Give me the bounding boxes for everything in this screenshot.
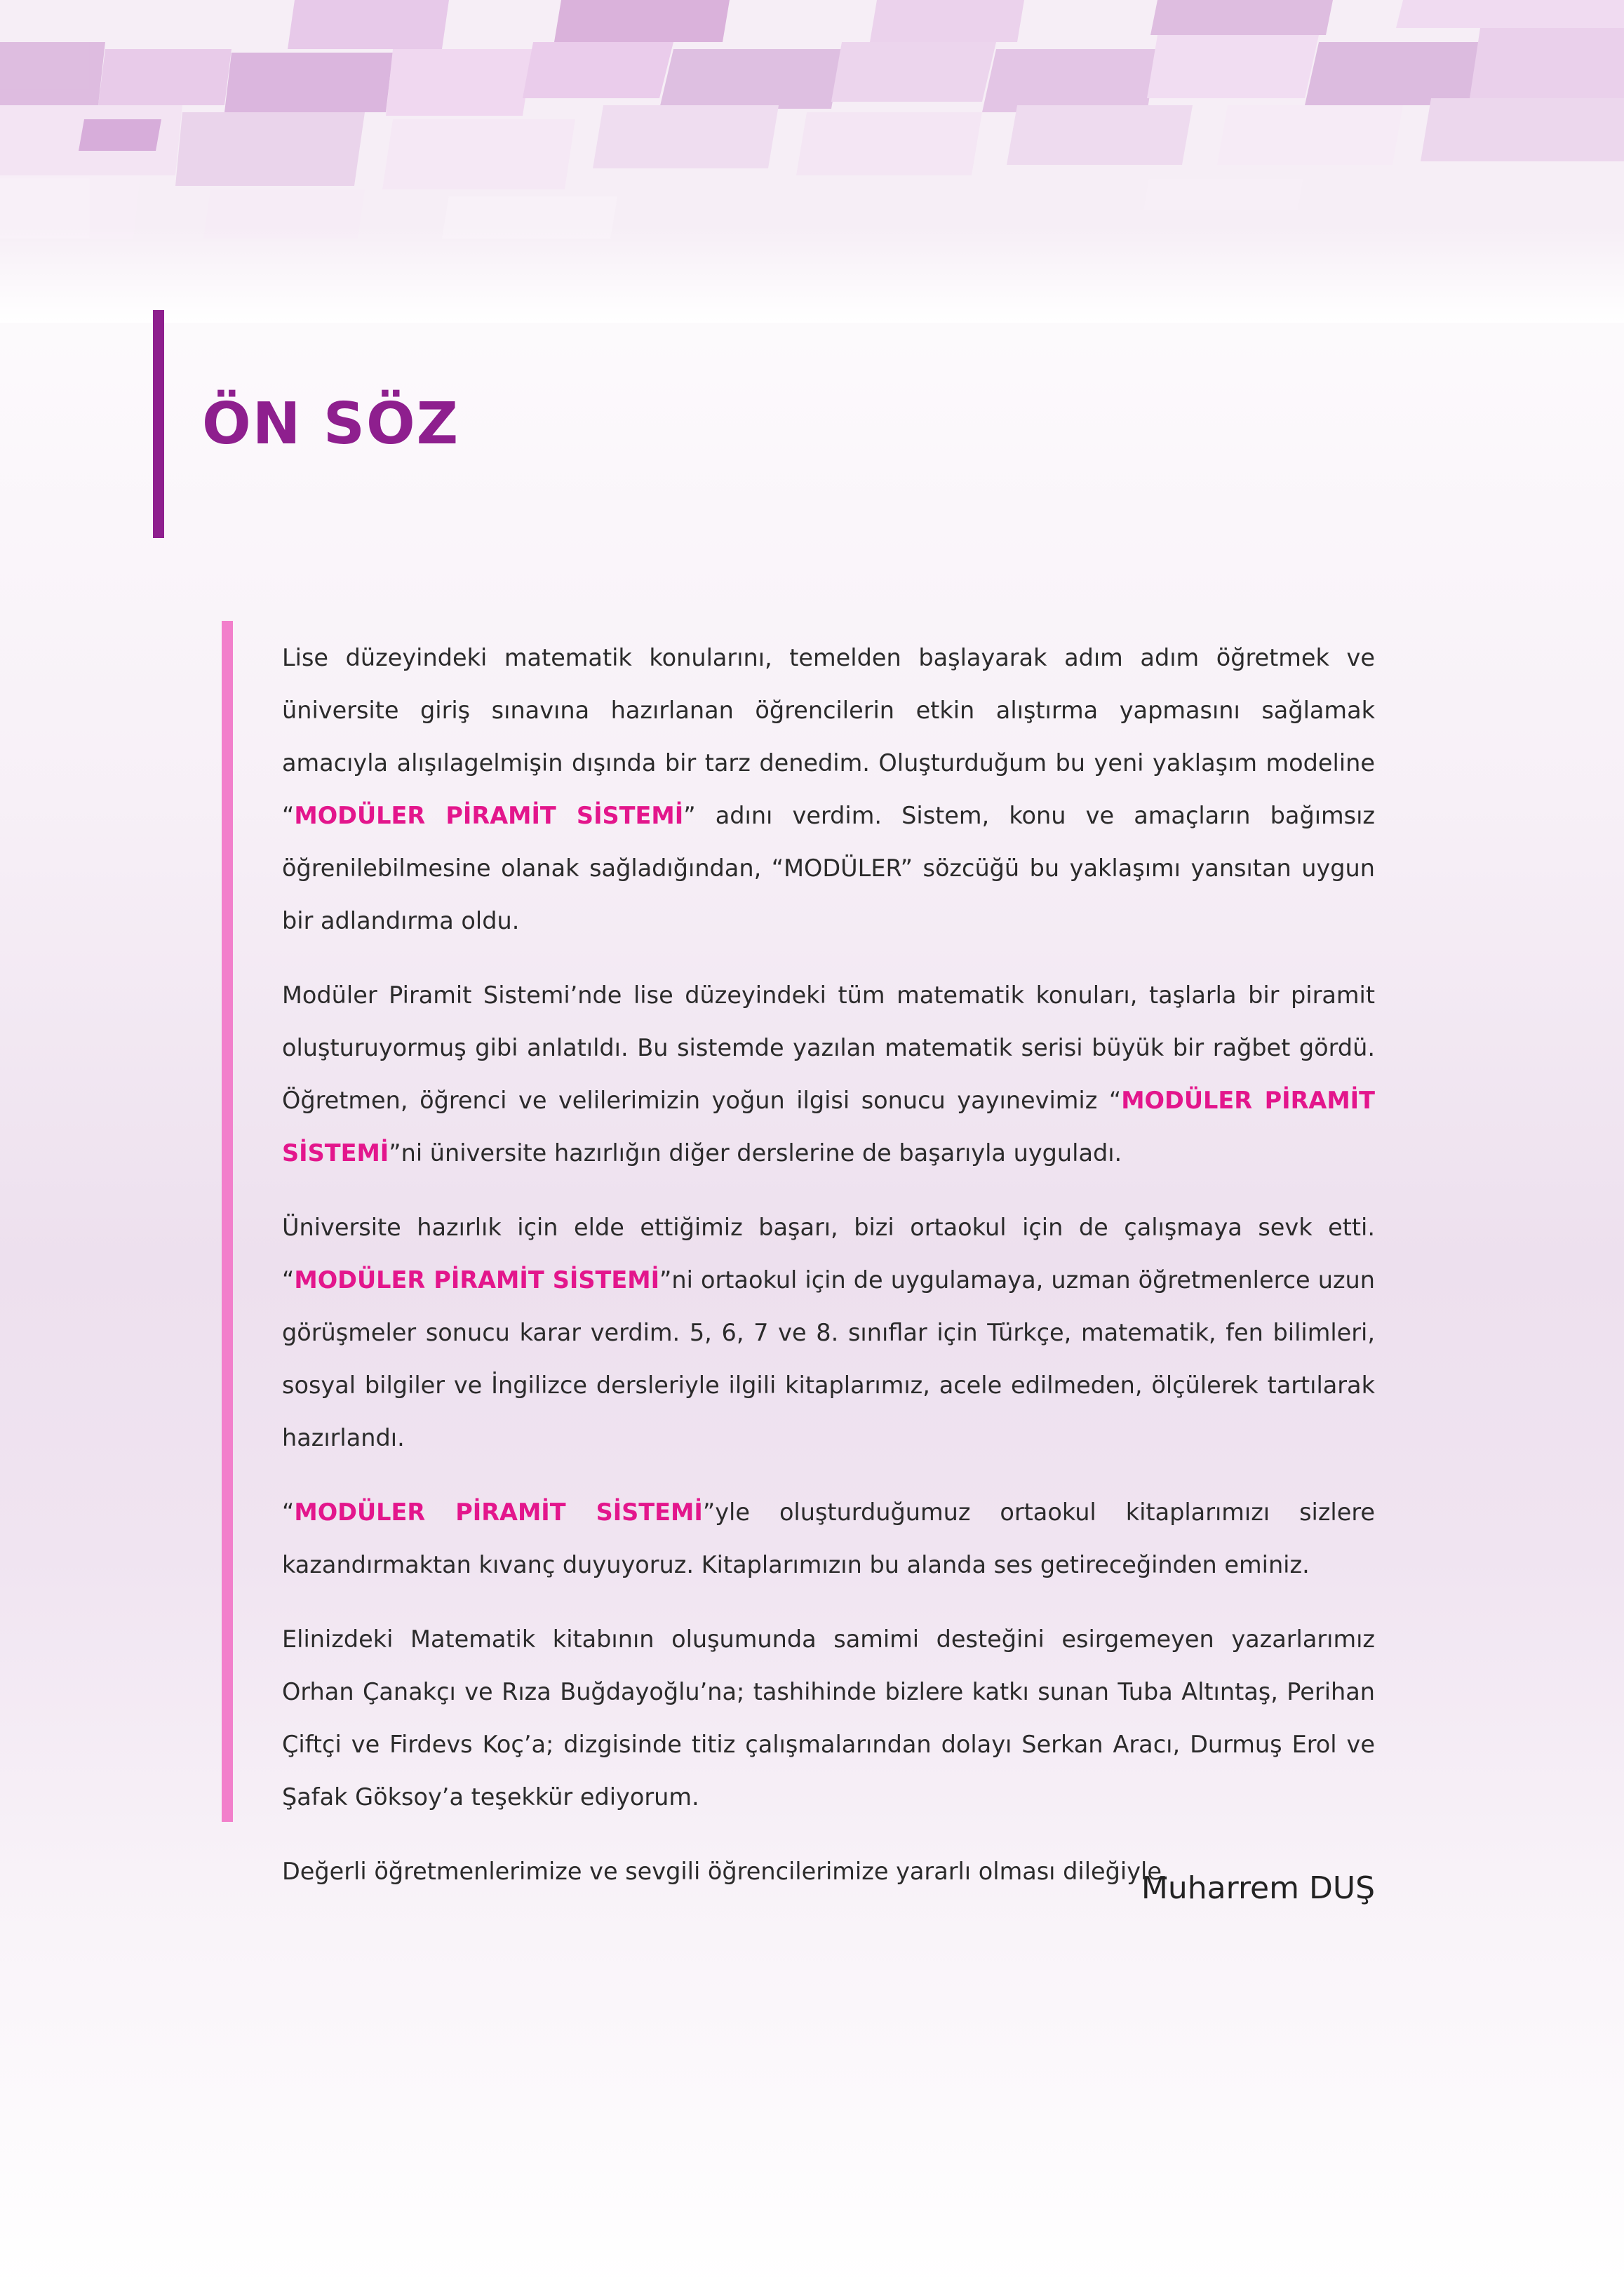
- paragraph-text: ”ni ortaokul için de uygulamaya, uzman öğretmenlerce uzun görüşmeler sonucu karar verdim. 5, 6, 7 ve 8. sınıflar için Türkçe, matematik, fen bilimleri, sosyal bilgiler ve İngilizce dersleriyle ilgili kitaplarımız, acele edilmeden, ölçülerek tartılarak hazırlandı.: [282, 1266, 1375, 1451]
- content-accent-bar: [222, 621, 233, 1822]
- paragraph: [282, 1486, 1375, 1591]
- paragraph-text: ” adını verdim. Sistem, konu ve amaçların bağımsız öğrenilebilmesine olanak sağladığından, “MODÜLER” sözcüğü bu yaklaşımı yansıtan uygun bir adlandırma oldu.: [282, 802, 1376, 934]
- paragraph: [282, 969, 1375, 1179]
- paragraph-text: Lise düzeyindeki matematik konularını, temelden başlayarak adım adım öğretmek ve üniversite giriş sınavına hazırlanan öğrencilerin etkin alıştırma yapmasını sağlamak amacıyla alışılagelmişin dışında bir tarz denedim. Oluşturduğum bu yeni yaklaşım modeline “: [282, 644, 1375, 829]
- paragraph: Değerli öğretmenlerimize ve sevgili öğrencilerimize yararlı olması dileğiyle.: [282, 1858, 1169, 1885]
- paragraph-text: Üniversite hazırlık için elde ettiğimiz başarı, bizi ortaokul için de çalışmaya sevk etti. “: [282, 1214, 1375, 1294]
- page-title: ÖN SÖZ: [202, 391, 460, 457]
- paragraph: Elinizdeki Matematik kitabının oluşumunda samimi desteğini esirgemeyen yazarlarımız Orhan Çanakçı ve Rıza Buğdayoğlu’na; tashihinde bizlere katkı sunan Tuba Altıntaş, Perihan Çiftçi ve Firdevs Koç’a; dizgisinde titiz çalışmalarından dolayı Serkan Aracı, Durmuş Erol ve Şafak Göksoy’a teşekkür ediyorum.: [282, 1625, 1375, 1811]
- paragraph-text: ”yle oluşturduğumuz ortaokul kitaplarımızı sizlere kazandırmaktan kıvanç duyuyoruz. Kitaplarımızın bu alanda ses getireceğinden eminiz.: [282, 1498, 1375, 1578]
- author-signature: Muharrem DUŞ: [1141, 1870, 1375, 1906]
- title-accent-bar: [153, 310, 164, 538]
- paragraph: [282, 1201, 1375, 1464]
- paragraph: [282, 631, 1375, 947]
- highlighted-system-name: MODÜLER PİRAMİT SİSTEMİ: [282, 1087, 1376, 1167]
- header-mosaic-decoration: [0, 0, 1624, 323]
- highlighted-system-name: MODÜLER PİRAMİT SİSTEMİ: [294, 802, 684, 829]
- paragraph-text: ”ni üniversite hazırlığın diğer derslerine de başarıyla uyguladı.: [389, 1139, 1122, 1167]
- preface-body: [282, 631, 1375, 1898]
- highlighted-system-name: MODÜLER PİRAMİT SİSTEMİ: [294, 1498, 703, 1526]
- highlighted-system-name: MODÜLER PİRAMİT SİSTEMİ: [294, 1266, 660, 1294]
- paragraph-text: “: [282, 1498, 295, 1526]
- paragraph-text: Modüler Piramit Sistemi’nde lise düzeyindeki tüm matematik konuları, taşlarla bir piramit oluşturuyormuş gibi anlatıldı. Bu sistemde yazılan matematik serisi büyük bir rağbet gördü. Öğretmen, öğrenci ve velilerimizin yoğun ilgisi sonucu yayınevimiz “: [282, 981, 1375, 1114]
